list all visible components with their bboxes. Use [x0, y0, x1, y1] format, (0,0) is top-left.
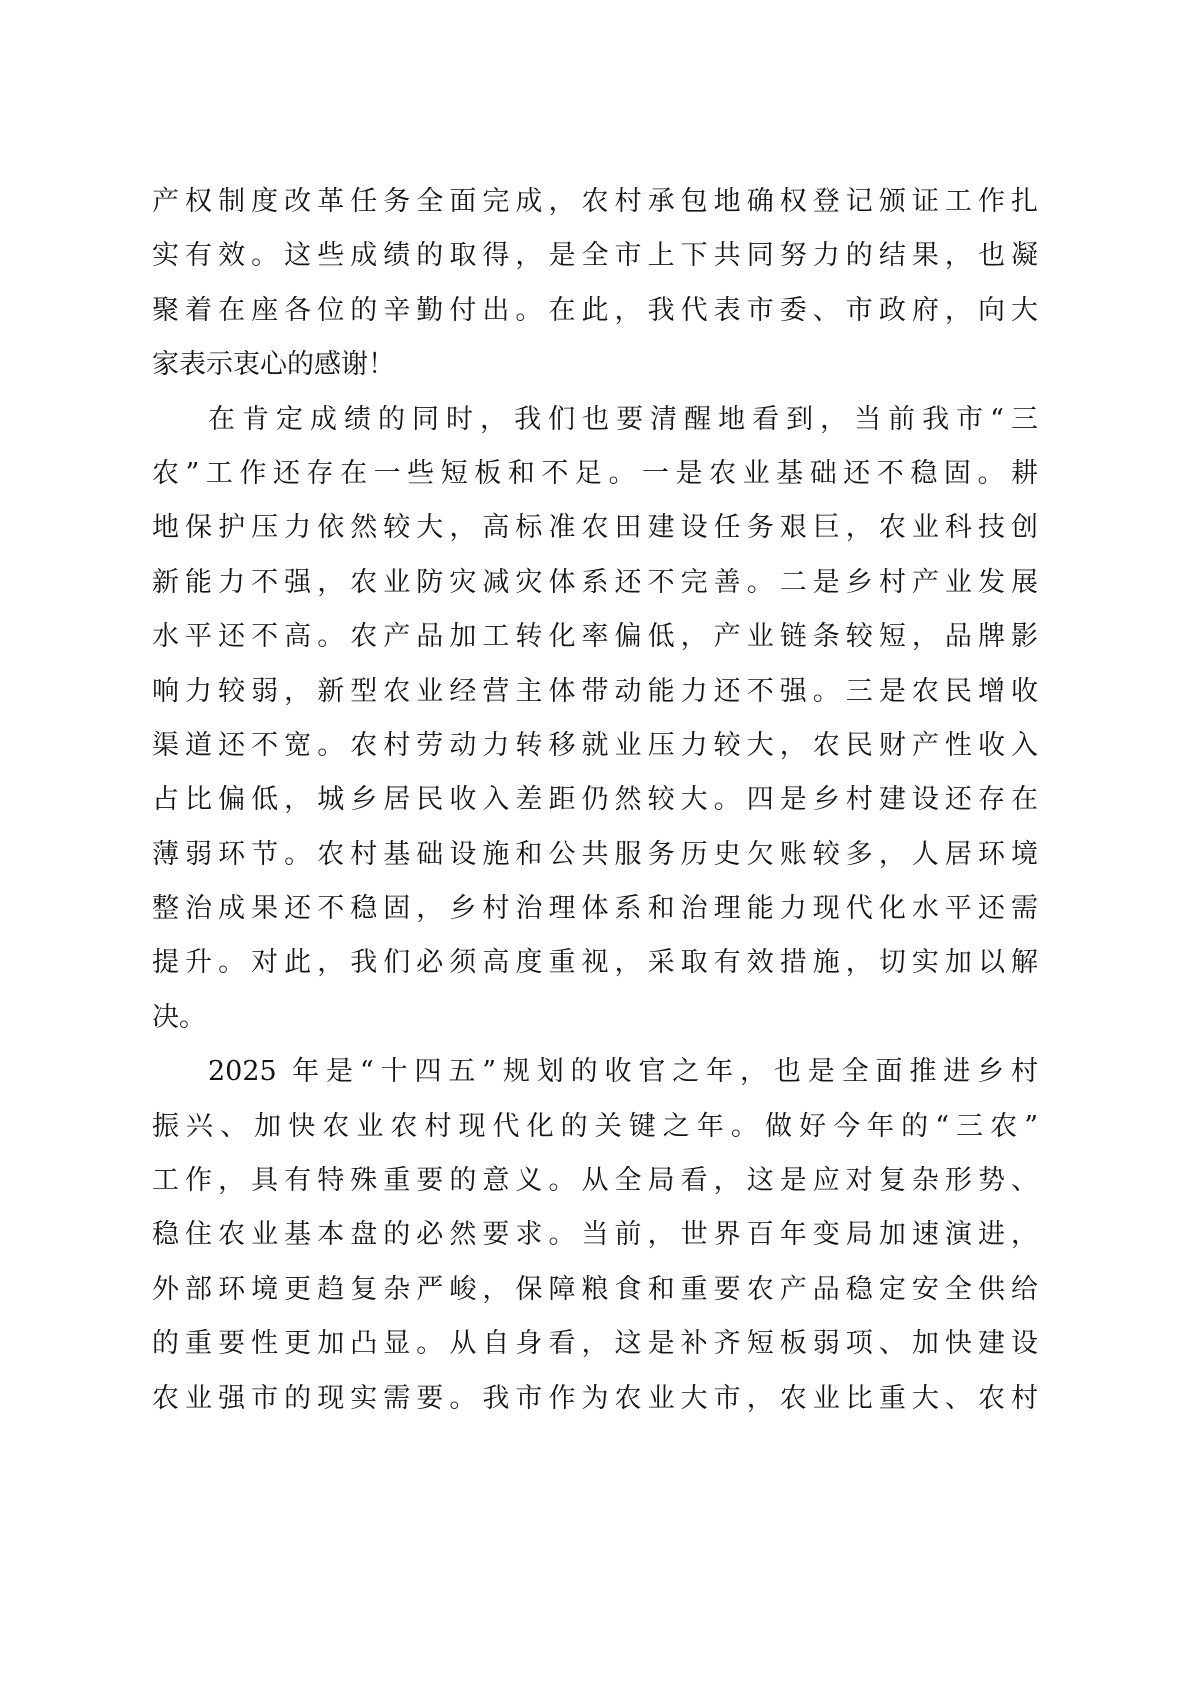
text-line: 家表示衷心的感谢！	[152, 349, 395, 381]
text-line: 占比偏低，城乡居民收入差距仍然较大。四是乡村建设还存在	[152, 784, 1038, 816]
text-line: 农业强市的现实需要。我市作为农业大市，农业比重大、农村	[152, 1382, 1038, 1414]
text-line: 农”工作还存在一些短板和不足。一是农业基础还不稳固。耕	[152, 457, 1038, 489]
text-line: 决。	[152, 1001, 206, 1033]
text-line: 的重要性更加凸显。从自身看，这是补齐短板弱项、加快建设	[152, 1328, 1038, 1360]
text-line: 渠道还不宽。农村劳动力转移就业压力较大，农民财产性收入	[152, 729, 1038, 761]
text-line: 水平还不高。农产品加工转化率偏低，产业链条较短，品牌影	[152, 621, 1038, 653]
document-body	[152, 175, 1038, 1426]
text-line: 稳住农业基本盘的必然要求。当前，世界百年变局加速演进，	[152, 1219, 1038, 1251]
text-line: 提升。对此，我们必须高度重视，采取有效措施，切实加以解	[152, 947, 1038, 979]
text-line: 振兴、加快农业农村现代化的关键之年。做好今年的“三农”	[152, 1110, 1038, 1142]
paragraph	[152, 393, 1038, 1046]
text-line: 工作，具有特殊重要的意义。从全局看，这是应对复杂形势、	[152, 1165, 1038, 1197]
text-line: 聚着在座各位的辛勤付出。在此，我代表市委、市政府，向大	[152, 294, 1038, 326]
text-line: 2025 年是“十四五”规划的收官之年，也是全面推进乡村	[208, 1056, 1038, 1088]
text-line: 响力较弱，新型农业经营主体带动能力还不强。三是农民增收	[152, 675, 1038, 707]
text-line: 薄弱环节。农村基础设施和公共服务历史欠账较多，人居环境	[152, 838, 1038, 870]
text-line: 地保护压力依然较大，高标准农田建设任务艰巨，农业科技创	[152, 512, 1038, 544]
paragraph	[152, 1045, 1038, 1426]
text-line: 实有效。这些成绩的取得，是全市上下共同努力的结果，也凝	[152, 240, 1038, 272]
text-line: 产权制度改革任务全面完成，农村承包地确权登记颁证工作扎	[152, 186, 1038, 217]
paragraph	[152, 175, 1038, 393]
text-line: 外部环境更趋复杂严峻，保障粮食和重要农产品稳定安全供给	[152, 1273, 1038, 1305]
text-line: 新能力不强，农业防灾减灾体系还不完善。二是乡村产业发展	[152, 566, 1038, 598]
text-line: 整治成果还不稳固，乡村治理体系和治理能力现代化水平还需	[152, 893, 1038, 925]
text-line: 在肯定成绩的同时，我们也要清醒地看到，当前我市“三	[208, 403, 1038, 435]
